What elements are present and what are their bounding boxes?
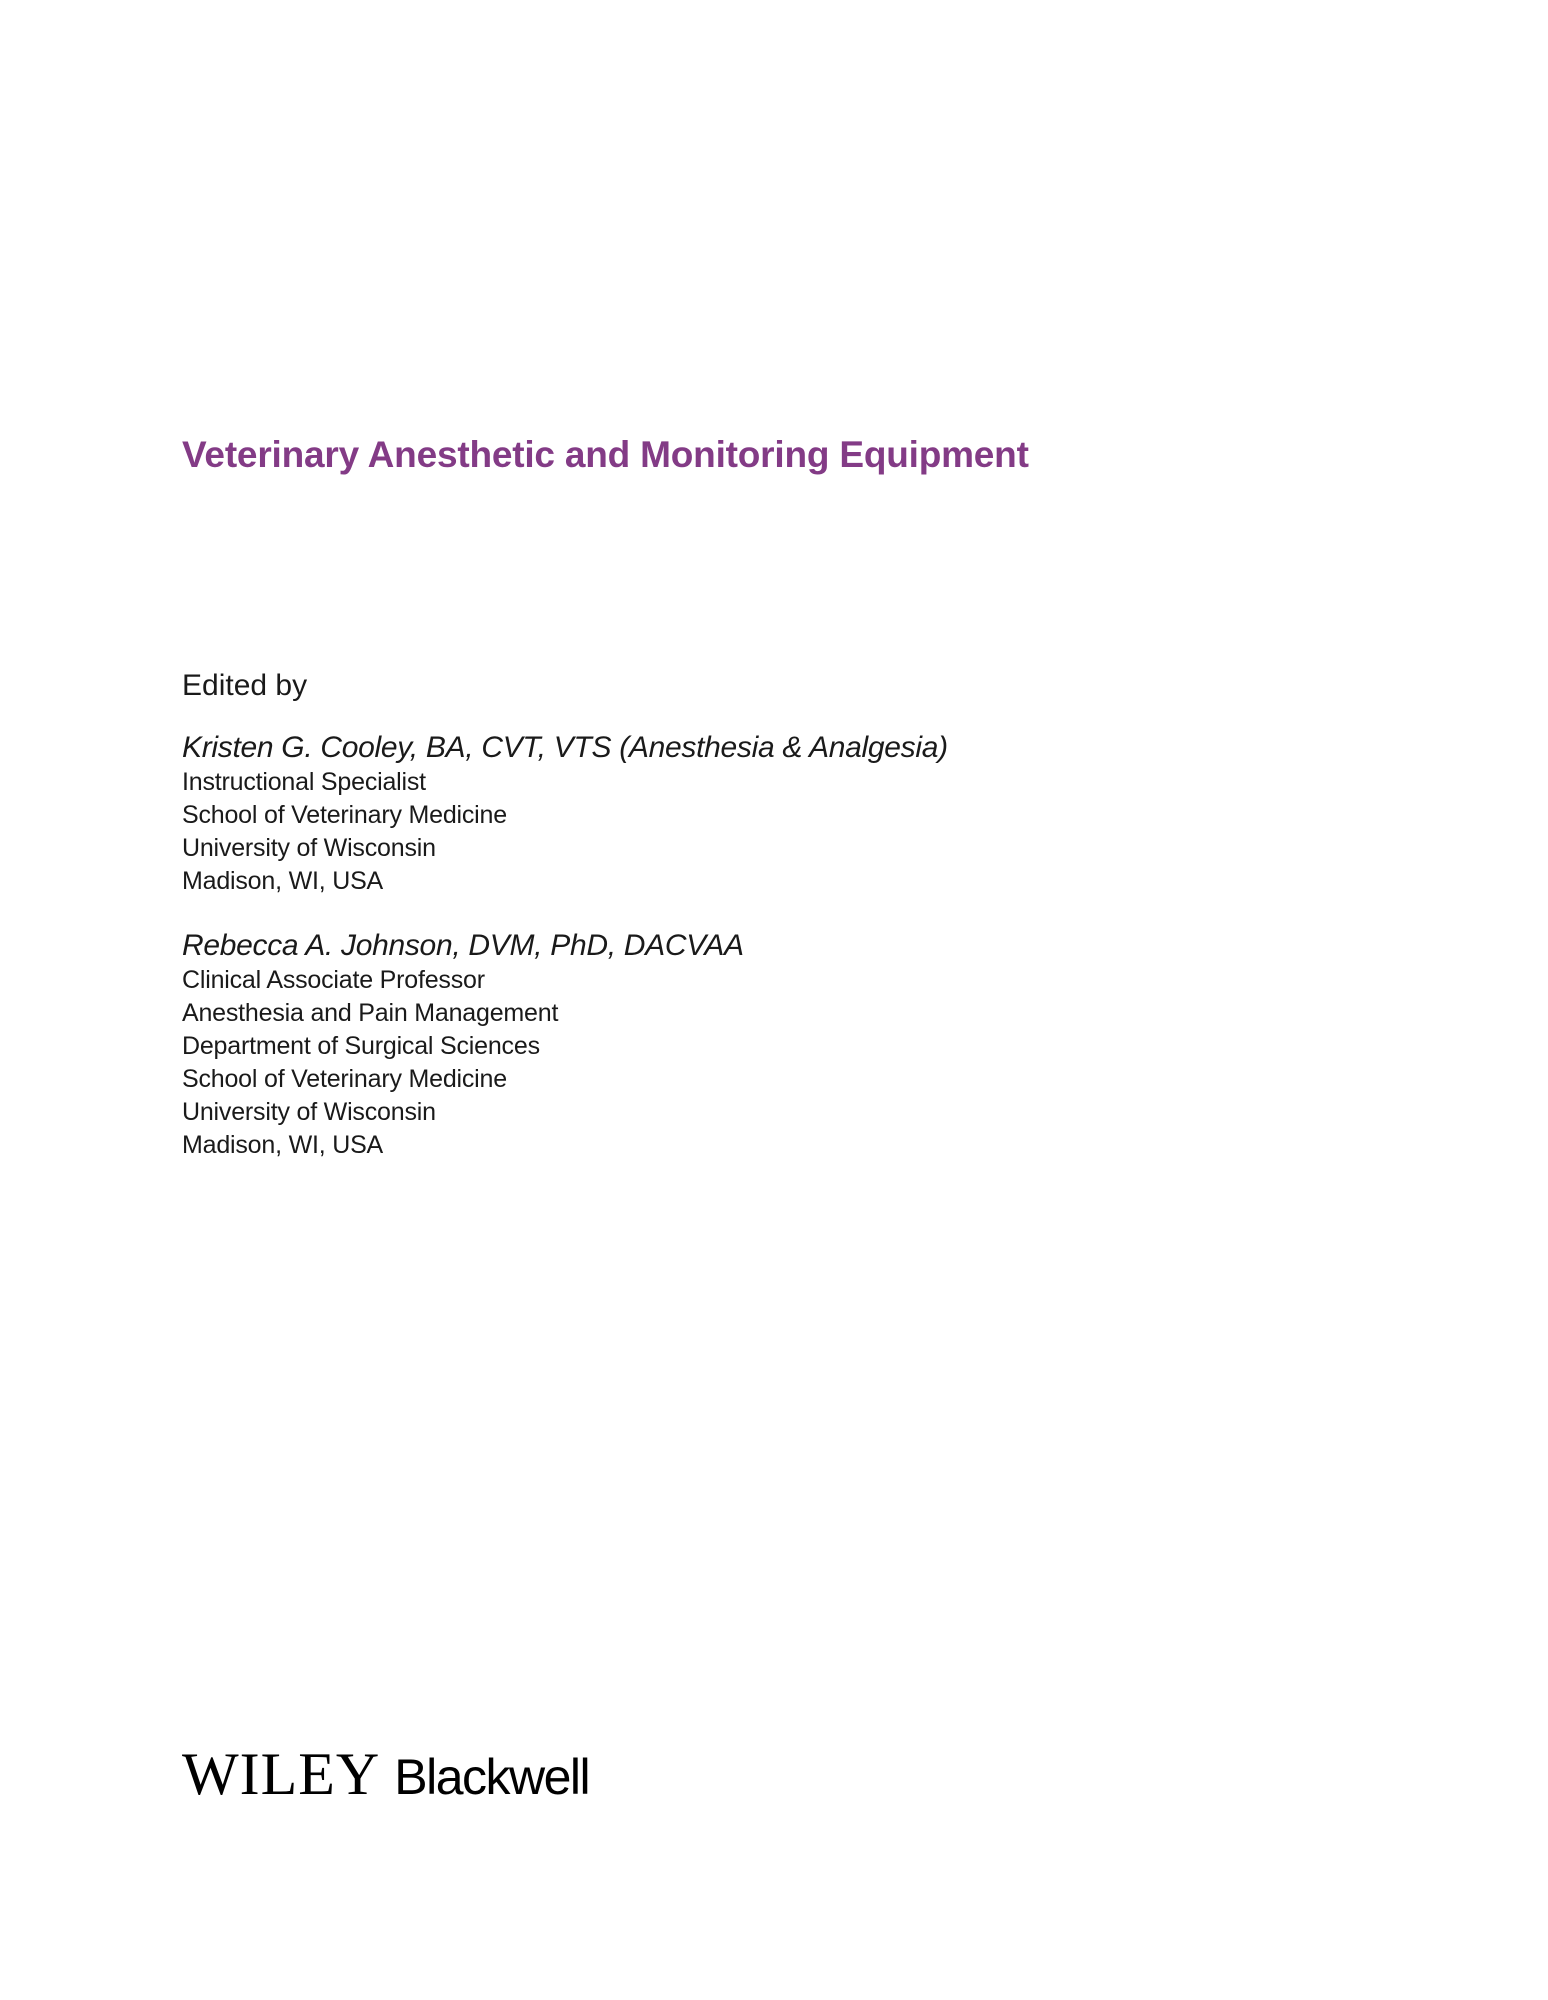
affiliation-line: School of Veterinary Medicine — [182, 1065, 507, 1093]
editor-block — [182, 730, 948, 898]
affiliation-line: University of Wisconsin — [182, 1098, 436, 1126]
affiliation-line: School of Veterinary Medicine — [182, 801, 507, 829]
editor-name: Rebecca A. Johnson, DVM, PhD, DACVAA — [182, 929, 744, 962]
edited-by-label: Edited by — [182, 669, 308, 702]
affiliation-line: Madison, WI, USA — [182, 867, 384, 895]
affiliation-line: Madison, WI, USA — [182, 1131, 384, 1159]
book-title: Veterinary Anesthetic and Monitoring Equipment — [182, 434, 1029, 475]
affiliation-line: Clinical Associate Professor — [182, 966, 485, 994]
blackwell-wordmark: Blackwell — [394, 1749, 590, 1805]
affiliation-line: Department of Surgical Sciences — [182, 1032, 540, 1060]
publisher-logo — [182, 1742, 589, 1809]
editor-name: Kristen G. Cooley, BA, CVT, VTS (Anesthesia & Analgesia) — [182, 731, 948, 764]
affiliation-line: Anesthesia and Pain Management — [182, 999, 559, 1027]
affiliation-line: Instructional Specialist — [182, 768, 426, 796]
editor-block — [182, 928, 744, 1162]
wiley-wordmark: WILEY — [182, 1741, 381, 1807]
affiliation-line: University of Wisconsin — [182, 834, 436, 862]
